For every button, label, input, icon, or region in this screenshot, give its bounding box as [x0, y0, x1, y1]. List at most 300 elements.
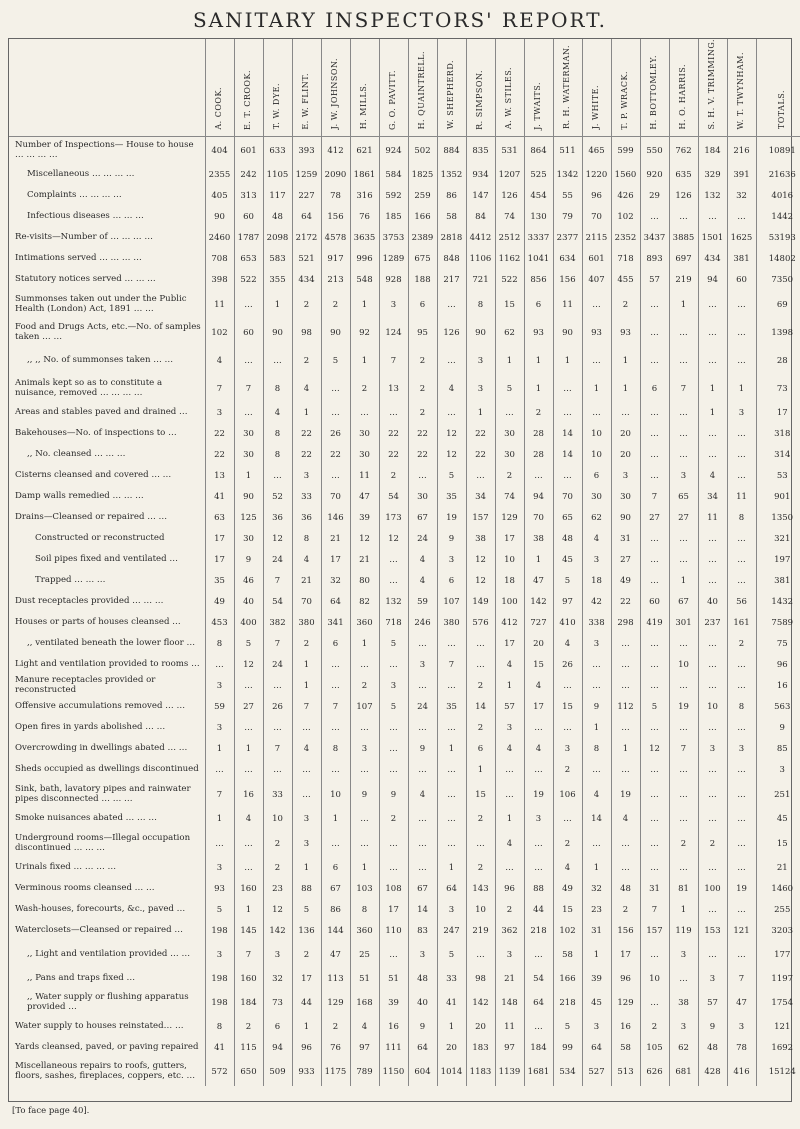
table-cell: 7	[669, 739, 698, 760]
table-cell: 184	[234, 990, 263, 1017]
table-cell: 5	[553, 1017, 582, 1038]
row-label: Light and ventilation provided to rooms …	[15, 659, 200, 670]
table-cell: 2	[466, 809, 495, 830]
table-cell: 4	[292, 550, 321, 571]
table-cell: 10	[669, 655, 698, 676]
table-cell: 1	[698, 403, 727, 424]
table-cell: …	[495, 403, 524, 424]
table-cell: 94	[263, 1038, 292, 1059]
table-row	[9, 1038, 800, 1059]
table-cell: 1	[292, 858, 321, 879]
table-cell: 129	[495, 508, 524, 529]
table-cell: …	[379, 830, 408, 858]
row-label: Trapped … … …	[35, 575, 106, 586]
table-cell: 30	[495, 424, 524, 445]
column-header	[437, 39, 466, 136]
table-row	[9, 809, 800, 830]
table-cell: 70	[582, 207, 611, 228]
table-cell: …	[379, 718, 408, 739]
table-cell: 341	[321, 613, 350, 634]
table-cell: 398	[205, 270, 234, 291]
table-cell: 40	[408, 990, 437, 1017]
table-cell: …	[495, 858, 524, 879]
column-header	[292, 39, 321, 136]
table-cell: …	[727, 760, 756, 781]
table-cell: 20	[611, 445, 640, 466]
table-cell: 13	[205, 466, 234, 487]
header-row	[9, 39, 800, 136]
table-cell: …	[582, 760, 611, 781]
table-cell: 39	[350, 508, 379, 529]
table-cell: 1	[234, 466, 263, 487]
table-cell: 634	[553, 249, 582, 270]
table-cell: …	[408, 809, 437, 830]
table-cell: 2098	[263, 228, 292, 249]
table-cell: 14	[466, 697, 495, 718]
table-cell: 110	[379, 921, 408, 942]
table-cell: …	[350, 718, 379, 739]
table-cell: …	[263, 347, 292, 375]
table-cell: 130	[524, 207, 553, 228]
table-cell: 3	[205, 676, 234, 697]
table-cell: 4	[582, 781, 611, 809]
table-cell: 47	[727, 990, 756, 1017]
table-cell: …	[263, 466, 292, 487]
table-cell: …	[408, 718, 437, 739]
table-cell: 7	[263, 634, 292, 655]
table-cell: …	[698, 676, 727, 697]
table-cell: …	[698, 347, 727, 375]
table-cell: 848	[437, 249, 466, 270]
table-cell: …	[698, 900, 727, 921]
table-cell: …	[553, 718, 582, 739]
table-cell: …	[205, 655, 234, 676]
row-total: 1754	[756, 990, 800, 1017]
table-cell: 1	[495, 676, 524, 697]
table-cell: 30	[350, 424, 379, 445]
table-cell: 6	[524, 291, 553, 319]
table-cell: 2	[727, 634, 756, 655]
table-cell: 126	[669, 186, 698, 207]
table-cell: 19	[524, 781, 553, 809]
table-cell: 3	[611, 466, 640, 487]
row-total: 96	[756, 655, 800, 676]
table-cell: 93	[611, 319, 640, 347]
table-cell: 70	[321, 487, 350, 508]
table-cell: 4	[408, 550, 437, 571]
table-cell: 49	[611, 571, 640, 592]
row-label: Miscellaneous … … … …	[27, 169, 135, 180]
table-cell: 2	[292, 634, 321, 655]
table-cell: 3	[727, 739, 756, 760]
table-cell: …	[640, 207, 669, 228]
column-header-label: J. WHITE.	[591, 85, 601, 130]
table-cell: 93	[205, 879, 234, 900]
table-cell: 65	[553, 508, 582, 529]
table-cell: 30	[408, 487, 437, 508]
table-cell: 22	[292, 424, 321, 445]
row-total: 197	[756, 550, 800, 571]
table-cell: 419	[640, 613, 669, 634]
table-cell: 2	[553, 830, 582, 858]
row-total: 381	[756, 571, 800, 592]
table-cell: …	[669, 207, 698, 228]
table-cell: 33	[437, 969, 466, 990]
table-cell: 58	[437, 207, 466, 228]
table-cell: 97	[553, 592, 582, 613]
column-header	[263, 39, 292, 136]
table-cell: 404	[205, 136, 234, 165]
table-cell: 14	[553, 424, 582, 445]
table-cell: …	[350, 403, 379, 424]
table-cell: …	[408, 830, 437, 858]
table-cell: 156	[611, 921, 640, 942]
table-cell: 47	[524, 571, 553, 592]
table-cell: 7	[669, 375, 698, 403]
table-cell: …	[669, 347, 698, 375]
table-cell: 313	[234, 186, 263, 207]
table-cell: 3	[292, 830, 321, 858]
table-cell: 15	[495, 291, 524, 319]
table-cell: …	[524, 942, 553, 969]
table-cell: 1	[727, 375, 756, 403]
row-label: Dust receptacles provided … … …	[15, 596, 164, 607]
table-cell: 48	[263, 207, 292, 228]
table-cell: …	[437, 760, 466, 781]
table-cell: 40	[234, 592, 263, 613]
table-cell: 455	[611, 270, 640, 291]
table-cell: 4	[350, 1017, 379, 1038]
table-cell: 835	[466, 136, 495, 165]
table-cell: 184	[698, 136, 727, 165]
table-cell: 635	[669, 165, 698, 186]
table-cell: 7	[640, 487, 669, 508]
table-cell: …	[321, 830, 350, 858]
table-cell: 102	[205, 319, 234, 347]
table-cell: 522	[495, 270, 524, 291]
column-header	[553, 39, 582, 136]
row-total: 1460	[756, 879, 800, 900]
table-cell: 1207	[495, 165, 524, 186]
row-label: Cisterns cleansed and covered … …	[15, 470, 172, 481]
table-cell: 1787	[234, 228, 263, 249]
table-cell: 76	[321, 1038, 350, 1059]
table-cell: 88	[292, 879, 321, 900]
table-cell: 4	[524, 676, 553, 697]
table-cell: 22	[408, 445, 437, 466]
table-cell: …	[640, 760, 669, 781]
table-cell: 11	[495, 1017, 524, 1038]
table-cell: 146	[321, 508, 350, 529]
row-label: Animals kept so as to constitute a nuisance, removed … … … …	[15, 377, 163, 398]
table-row	[9, 228, 800, 249]
table-cell: 454	[524, 186, 553, 207]
table-cell: 23	[582, 900, 611, 921]
table-cell: 17	[524, 697, 553, 718]
table-cell: …	[495, 781, 524, 809]
table-cell: …	[234, 291, 263, 319]
table-cell: …	[698, 655, 727, 676]
row-total: 17	[756, 403, 800, 424]
table-cell: 3	[582, 1017, 611, 1038]
table-cell: 38	[669, 990, 698, 1017]
table-cell: …	[727, 529, 756, 550]
table-cell: …	[698, 781, 727, 809]
row-total: 9	[756, 718, 800, 739]
table-cell: …	[524, 858, 553, 879]
table-cell: …	[582, 655, 611, 676]
table-cell: 16	[611, 1017, 640, 1038]
table-cell: 31	[611, 529, 640, 550]
table-cell: 97	[495, 1038, 524, 1059]
table-cell: …	[669, 424, 698, 445]
table-cell: 48	[553, 529, 582, 550]
table-row	[9, 403, 800, 424]
table-cell: 7	[379, 347, 408, 375]
table-cell: 6	[640, 375, 669, 403]
table-row	[9, 655, 800, 676]
table-cell: 3	[437, 550, 466, 571]
column-header-label: W. SHEPHERD.	[446, 60, 456, 130]
table-cell: 9	[408, 739, 437, 760]
table-cell: 1289	[379, 249, 408, 270]
row-label: Drains—Cleansed or repaired … …	[15, 512, 168, 523]
table-cell: …	[466, 830, 495, 858]
table-cell: 7	[292, 697, 321, 718]
table-cell: …	[698, 291, 727, 319]
table-cell: 59	[408, 592, 437, 613]
table-cell: …	[698, 809, 727, 830]
row-label: Statutory notices served … … …	[15, 274, 156, 285]
row-total: 21	[756, 858, 800, 879]
table-cell: 84	[466, 207, 495, 228]
column-header	[582, 39, 611, 136]
table-cell: 20	[437, 1038, 466, 1059]
table-cell: 329	[698, 165, 727, 186]
table-cell: …	[698, 571, 727, 592]
table-cell: …	[727, 445, 756, 466]
table-cell: 2352	[611, 228, 640, 249]
table-row	[9, 942, 800, 969]
table-cell: 3	[698, 739, 727, 760]
row-total: 1442	[756, 207, 800, 228]
table-cell: 55	[553, 186, 582, 207]
table-cell: 22	[466, 445, 495, 466]
row-label: Sheds occupied as dwellings discontinued	[15, 764, 199, 775]
table-cell: 15	[553, 900, 582, 921]
table-cell: 1	[292, 676, 321, 697]
table-row	[9, 466, 800, 487]
table-cell: 5	[640, 697, 669, 718]
table-cell: 52	[263, 487, 292, 508]
table-cell: 121	[727, 921, 756, 942]
table-cell: 70	[524, 508, 553, 529]
table-cell: …	[321, 375, 350, 403]
row-total: 1350	[756, 508, 800, 529]
table-cell: 301	[669, 613, 698, 634]
table-cell: 928	[379, 270, 408, 291]
row-total: 3203	[756, 921, 800, 942]
table-cell: 3	[582, 550, 611, 571]
table-cell: …	[640, 347, 669, 375]
row-total: 251	[756, 781, 800, 809]
table-cell: …	[611, 655, 640, 676]
table-cell: 156	[553, 270, 582, 291]
table-row	[9, 781, 800, 809]
table-cell: 92	[350, 319, 379, 347]
table-cell: 88	[524, 879, 553, 900]
table-cell: …	[698, 529, 727, 550]
table-cell: 17	[379, 900, 408, 921]
table-row	[9, 508, 800, 529]
table-cell: 147	[466, 186, 495, 207]
table-cell: 3	[350, 739, 379, 760]
table-cell: 81	[669, 879, 698, 900]
table-cell: 633	[263, 136, 292, 165]
row-total: 21636	[756, 165, 800, 186]
table-cell: 1	[669, 571, 698, 592]
table-cell: …	[379, 403, 408, 424]
table-cell: 653	[234, 249, 263, 270]
table-cell: 36	[263, 508, 292, 529]
table-cell: 626	[640, 1059, 669, 1086]
table-cell: 8	[727, 697, 756, 718]
table-cell: 996	[350, 249, 379, 270]
table-cell: 884	[437, 136, 466, 165]
table-cell: 30	[611, 487, 640, 508]
table-cell: 129	[321, 990, 350, 1017]
row-label: Waterclosets—Cleansed or repaired …	[15, 925, 183, 936]
table-cell: 82	[350, 592, 379, 613]
table-cell: 3	[698, 969, 727, 990]
table-cell: 10	[640, 969, 669, 990]
table-cell: 57	[698, 990, 727, 1017]
table-cell: 2	[234, 1017, 263, 1038]
table-cell: 1	[582, 375, 611, 403]
table-cell: 26	[553, 655, 582, 676]
table-cell: 63	[205, 508, 234, 529]
table-cell: 1	[553, 347, 582, 375]
table-cell: 718	[611, 249, 640, 270]
table-cell: 49	[205, 592, 234, 613]
table-cell: 103	[350, 879, 379, 900]
table-cell: …	[640, 676, 669, 697]
table-cell: 601	[582, 249, 611, 270]
table-cell: …	[321, 403, 350, 424]
table-cell: 129	[611, 990, 640, 1017]
table-cell: 21	[350, 550, 379, 571]
table-cell: …	[379, 571, 408, 592]
table-cell: 11	[727, 487, 756, 508]
table-cell: 90	[466, 319, 495, 347]
table-cell: 601	[234, 136, 263, 165]
table-cell: 143	[466, 879, 495, 900]
table-cell: 2	[292, 942, 321, 969]
table-cell: 8	[205, 634, 234, 655]
table-cell: …	[727, 571, 756, 592]
table-cell: 198	[205, 990, 234, 1017]
table-cell: 216	[727, 136, 756, 165]
table-cell: …	[292, 760, 321, 781]
table-cell: 30	[234, 529, 263, 550]
table-row	[9, 613, 800, 634]
table-cell: …	[611, 830, 640, 858]
table-cell: 93	[524, 319, 553, 347]
table-cell: 94	[698, 270, 727, 291]
table-cell: 864	[524, 136, 553, 165]
table-cell: 22	[379, 424, 408, 445]
table-cell: 4	[292, 375, 321, 403]
table-cell: …	[698, 319, 727, 347]
table-cell: 67	[321, 879, 350, 900]
column-header-label: J. W. JOHNSON.	[330, 58, 340, 130]
table-cell: 18	[495, 571, 524, 592]
table-cell: 42	[582, 592, 611, 613]
table-cell: 70	[553, 487, 582, 508]
table-cell: 298	[611, 613, 640, 634]
table-cell: …	[727, 809, 756, 830]
table-cell: 5	[437, 942, 466, 969]
label-header	[9, 39, 205, 136]
table-cell: 8	[582, 739, 611, 760]
table-cell: 70	[292, 592, 321, 613]
table-cell: 5	[379, 634, 408, 655]
table-cell: …	[321, 466, 350, 487]
table-cell: 183	[466, 1038, 495, 1059]
table-row	[9, 900, 800, 921]
table-cell: 2512	[495, 228, 524, 249]
table-cell: 218	[553, 990, 582, 1017]
table-cell: 44	[292, 990, 321, 1017]
table-cell: …	[727, 676, 756, 697]
table-cell: 17	[205, 529, 234, 550]
table-cell: 173	[379, 508, 408, 529]
table-cell: 59	[205, 697, 234, 718]
table-cell: 113	[321, 969, 350, 990]
table-cell: 10	[466, 900, 495, 921]
row-total: 15	[756, 830, 800, 858]
table-cell: 132	[379, 592, 408, 613]
table-cell: …	[640, 809, 669, 830]
table-cell: 2	[350, 676, 379, 697]
table-cell: …	[727, 347, 756, 375]
table-cell: …	[350, 830, 379, 858]
table-cell: 142	[524, 592, 553, 613]
table-cell: 3	[408, 655, 437, 676]
table-cell: …	[466, 466, 495, 487]
table-cell: 17	[292, 969, 321, 990]
table-cell: 2	[292, 347, 321, 375]
table-row	[9, 592, 800, 613]
table-cell: …	[640, 830, 669, 858]
table-cell: …	[582, 830, 611, 858]
table-row	[9, 165, 800, 186]
table-cell: 12	[263, 900, 292, 921]
table-cell: 90	[611, 508, 640, 529]
table-cell: …	[669, 634, 698, 655]
table-cell: …	[466, 655, 495, 676]
table-cell: 3	[669, 1017, 698, 1038]
table-cell: 160	[234, 879, 263, 900]
table-cell: 1041	[524, 249, 553, 270]
row-total: 1398	[756, 319, 800, 347]
row-total: 53	[756, 466, 800, 487]
column-header	[205, 39, 234, 136]
table-cell: 380	[292, 613, 321, 634]
table-cell: 32	[727, 186, 756, 207]
table-cell: 100	[495, 592, 524, 613]
table-cell: 721	[466, 270, 495, 291]
